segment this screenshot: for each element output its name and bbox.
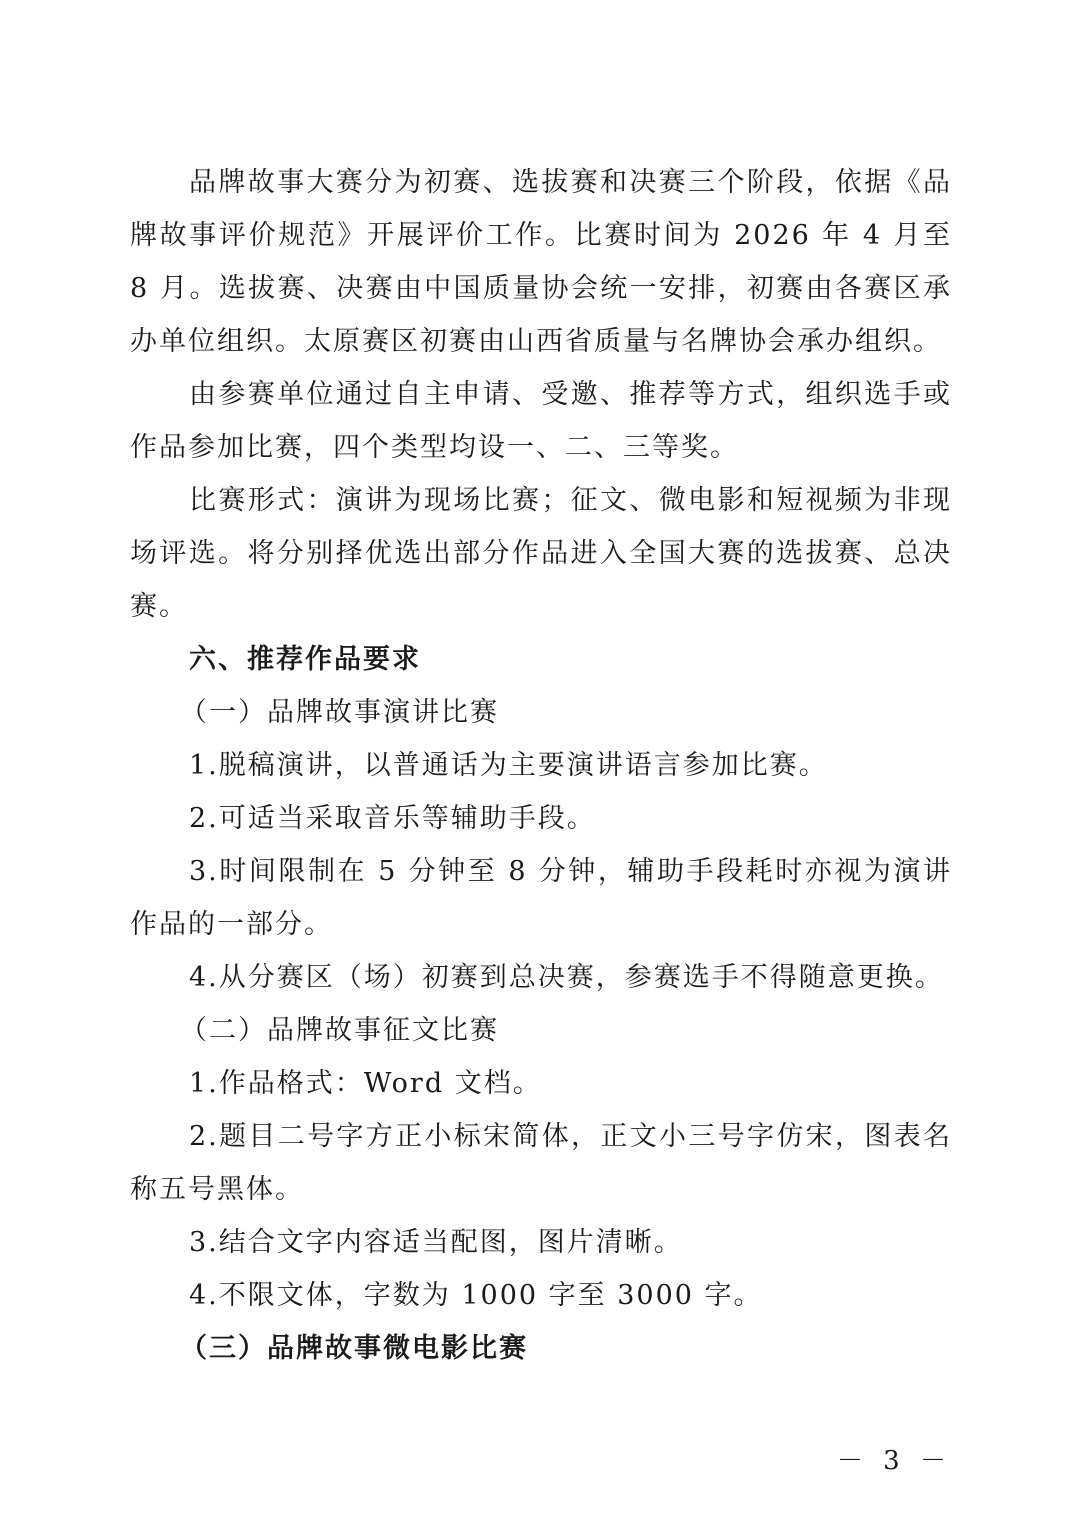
list-item: 2.可适当采取音乐等辅助手段。 <box>189 803 596 834</box>
list-item: 1.作品格式：Word 文档。 <box>189 1068 542 1099</box>
list-item: 3.结合文字内容适当配图，图片清晰。 <box>189 1227 683 1258</box>
list-item: 2.题目二号字方正小标宋简体，正文小三号字仿宋，图表名称五号黑体。 <box>130 1121 952 1205</box>
paragraph-competition-stages: 品牌故事大赛分为初赛、选拔赛和决赛三个阶段，依据《品牌故事评价规范》开展评价工作。比赛时间为 2026 年 4 月至 8 月。选拔赛、决赛由中国质量协会统一安排，初赛由各赛区承办单位组织。太原赛区初赛由山西省质量与名牌协会承办组织。 <box>130 167 952 357</box>
page-number: － 3 － <box>836 1446 952 1476</box>
paragraph-competition-format: 比赛形式：演讲为现场比赛；征文、微电影和短视频为非现场评选。将分别择优选出部分作品进入全国大赛的选拔赛、总决赛。 <box>130 485 952 622</box>
list-item: 3.时间限制在 5 分钟至 8 分钟，辅助手段耗时亦视为演讲作品的一部分。 <box>130 856 952 940</box>
subsection-heading-speech: （一）品牌故事演讲比赛 <box>180 697 499 728</box>
section-heading-requirements: 六、推荐作品要求 <box>189 644 421 675</box>
list-item: 4.不限文体，字数为 1000 字至 3000 字。 <box>189 1280 763 1311</box>
list-item: 1.脱稿演讲，以普通话为主要演讲语言参加比赛。 <box>189 750 828 781</box>
subsection-heading-film: （三）品牌故事微电影比赛 <box>180 1333 528 1364</box>
list-item: 4.从分赛区（场）初赛到总决赛，参赛选手不得随意更换。 <box>189 962 944 993</box>
subsection-heading-essay: （二）品牌故事征文比赛 <box>180 1015 499 1046</box>
document-body <box>130 156 952 1375</box>
paragraph-participation: 由参赛单位通过自主申请、受邀、推荐等方式，组织选手或作品参加比赛，四个类型均设一、二、三等奖。 <box>130 379 952 463</box>
